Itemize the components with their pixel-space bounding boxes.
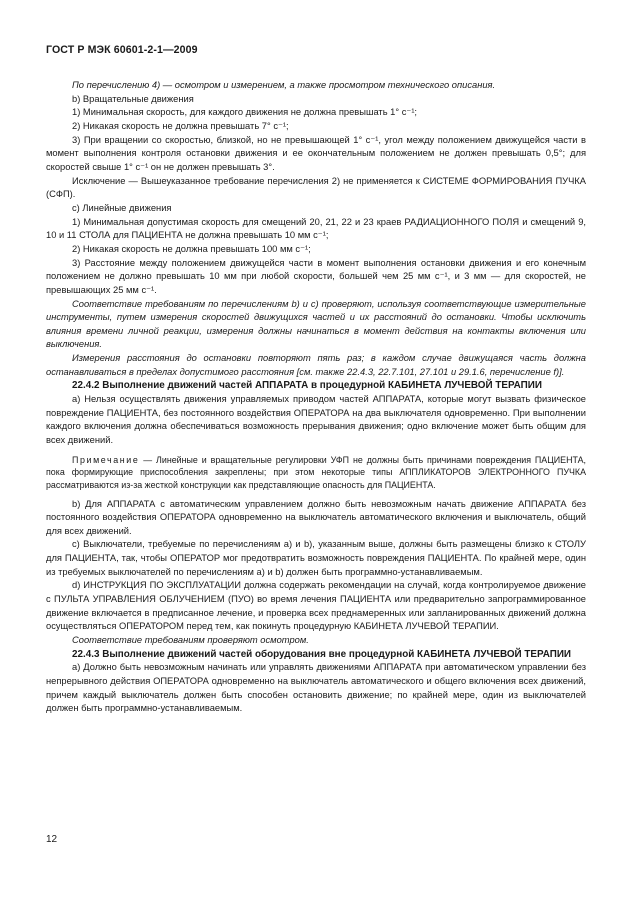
paragraph: c) Линейные движения — [72, 202, 172, 213]
section-heading: 22.4.3 Выполнение движений частей оборудования вне процедурной КАБИНЕТА ЛУЧЕВОЙ ТЕРАПИИ — [72, 648, 572, 660]
paragraph: 1) Минимальная скорость, для каждого движения не должна превышать 1° с⁻¹; — [72, 107, 418, 118]
note-label: Примечание — [72, 454, 140, 465]
paragraph: 3) Расстояние между положением движущейся части в момент выполнения остановки движения и его конечным положением не должно превышать 10 мм при любой скорости, большей чем 25 мм с⁻¹, и 3 мм — для скоростей, не превышающих 25 мм с⁻¹. — [46, 257, 586, 295]
paragraph: 1) Минимальная допустимая скорость для смещений 20, 21, 22 и 23 краев РАДИАЦИОННОГО ПОЛЯ и смещений 9, 10 и 11 СТОЛА для ПАЦИЕНТА не должна превышать 10 мм с⁻¹; — [46, 216, 586, 241]
paragraph: a) Нельзя осуществлять движения управляемых приводом частей АППАРАТА, которые могут вызвать физическое повреждение ПАЦИЕНТА, без постоянного воздействия ОПЕРАТОРА на два выключателя одновременно. При выполнении каждого включения должна обеспечиваться возможность прерывания движения; одно включение может быть общим для всех движений. — [46, 394, 586, 446]
page-number: 12 — [46, 834, 58, 845]
paragraph: c) Выключатели, требуемые по перечислениям a) и b), указанным выше, должны быть размещены близко к СТОЛУ для ПАЦИЕНТА, так, чтобы ОПЕРАТОР мог предотвратить возможность повреждения ПАЦИЕНТА. По крайней мере, один из требуемых выключателей по перечислениям a) и b) должен быть программно-устанавливаемым. — [46, 539, 586, 577]
paragraph: 2) Никакая скорость не должна превышать 100 мм с⁻¹; — [72, 243, 311, 254]
paragraph: По перечислению 4) — осмотром и измерением, а также просмотром технического описания. — [72, 80, 496, 90]
paragraph: Измерения расстояния до остановки повторяют пять раз; в каждом случае движущаяся часть должна останавливаться в пределах допустимого расстояния [см. также 22.4.3, 22.7.101, 27.101 и 29.1.6, перечисление f)]. — [46, 353, 586, 377]
note — [46, 454, 586, 492]
note-text: — Линейные и вращательные регулировки УФП не должны быть причинами повреждения ПАЦИЕНТА, пока формирующие приспособления закреплены; при этом некоторые типы АППЛИКАТОРОВ ЭЛЕКТРОННОГО ПУЧКА рассматриваются из-за жесткой конструкции как представляющие опасность для ПАЦИЕНТА. — [46, 454, 586, 490]
paragraph: 3) При вращении со скоростью, близкой, но не превышающей 1° с⁻¹, угол между положением движущейся части в момент выполнения контроля остановки движения и ее окончательным положением не должен превышать 0,5°; для скоростей свыше 1° с⁻¹ он не должен превышать 3°. — [46, 134, 586, 172]
paragraph: Соответствие требованиям проверяют осмотром. — [72, 635, 309, 646]
paragraph: 2) Никакая скорость не должна превышать 7° с⁻¹; — [72, 120, 289, 131]
paragraph: a) Должно быть невозможным начинать или управлять движениями АППАРАТА при автоматическом управлении без непрерывного действия ОПЕРАТОРА одновременно на выключатель автоматического и общего включения всех движений, причем каждый выключатель должен быть способен остановить движение; по крайней мере, один из выключателей должен быть программно-устанавливаемым. — [46, 662, 586, 714]
document-header: ГОСТ Р МЭК 60601-2-1—2009 — [46, 44, 198, 56]
paragraph: b) Для АППАРАТА с автоматическим управлением должно быть невозможным начать движение АППАРАТА без постоянного воздействия ОПЕРАТОРА одновременно на выключатель автоматического включения и выключатель, общий для всех движений. — [46, 498, 586, 536]
paragraph: Исключение — Вышеуказанное требование перечисления 2) не применяется к СИСТЕМЕ ФОРМИРОВАНИЯ ПУЧКА (СФП). — [46, 175, 586, 200]
paragraph: d) ИНСТРУКЦИЯ ПО ЭКСПЛУАТАЦИИ должна содержать рекомендации на случай, когда контролируемое движение с ПУЛЬТА УПРАВЛЕНИЯ ОБЛУЧЕНИЕМ (ПУО) во время лечения ПАЦИЕНТА или предварительно запрограммированное движение включается в предписанное лечение, и проверка всех преднамеренных или запланированных движений должна осуществляться ОПЕРАТОРОМ перед тем, как покинуть процедурную КАБИНЕТА ЛУЧЕВОЙ ТЕРАПИИ. — [46, 580, 586, 632]
paragraph: Соответствие требованиям по перечислениям b) и c) проверяют, используя соответствующие измерительные инструменты, путем измерения скоростей движущихся частей и их расстояний до остановки. Чтобы исключить влияния времени личной реакции, измерения должны начинаться в момент действия на контакты включения или выключения. — [46, 298, 586, 350]
section-heading: 22.4.2 Выполнение движений частей АППАРАТА в процедурной КАБИНЕТА ЛУЧЕВОЙ ТЕРАПИИ — [72, 380, 542, 392]
paragraph: b) Вращательные движения — [72, 93, 194, 104]
document-body — [46, 79, 586, 716]
